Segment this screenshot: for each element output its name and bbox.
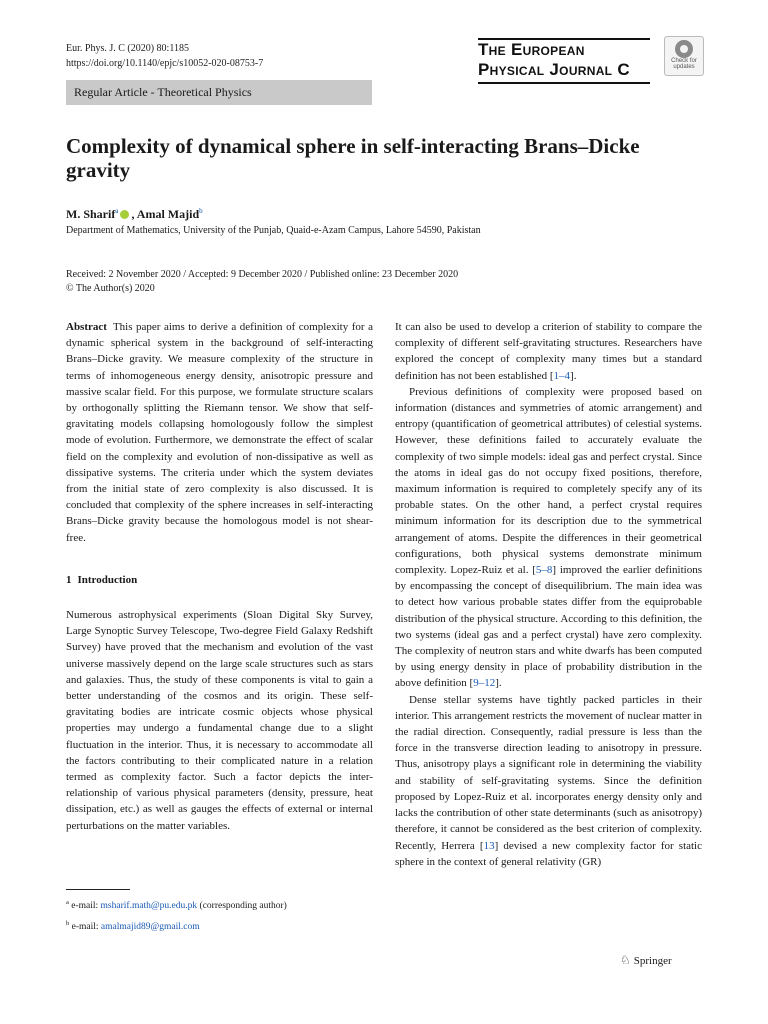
journal-name-line2: Physical Journal C [478, 60, 630, 79]
crossmark-badge[interactable] [664, 36, 704, 76]
paper-title: Complexity of dynamical sphere in self-interacting Brans–Dicke gravity [66, 134, 640, 182]
author-list [66, 203, 203, 222]
paragraph-text: ]. [495, 677, 502, 690]
journal-name-line1: The European [478, 40, 585, 59]
paragraph-text: ]. [570, 369, 577, 382]
footnote-b [66, 915, 287, 936]
citation-block [66, 41, 263, 71]
article-type-label: Regular Article - Theoretical Physics [74, 85, 252, 99]
left-column [66, 319, 373, 834]
footnote-label: e-mail: [71, 922, 101, 933]
paragraph-text: Previous definitions of complexity were proposed based on information (distances and symmetries of atomic arrangement) and entropy (quantification of geometrical attributes) of celestial systems. However, these definitions failed to accurately evaluate the complexity of two simple models: ideal gas and perfect crystal. Since the atoms in ideal gas do not occupy fixed positions, therefore, maximum information is required to completely specify any of its probable states. On the other hand, a perfect crystal requires minimum information for its description due to the symmetrical arrangement of atoms. Despite the differences in their geometrical configurations, both physical systems demonstrate minimum complexity. Lopez-Ruiz et al. [ [395, 385, 702, 577]
footnote-marker: b [66, 920, 70, 928]
journal-rule-bottom [478, 82, 650, 84]
email-link[interactable]: msharif.math@pu.edu.pk [100, 901, 198, 912]
footnote-note: (corresponding author) [197, 901, 287, 912]
author-name[interactable]: M. Sharif [66, 207, 116, 221]
author-name[interactable]: Amal Majid [136, 207, 200, 221]
crossmark-label-2: updates [673, 64, 695, 70]
abstract [66, 319, 373, 546]
footnote-divider [66, 889, 130, 890]
publisher-name: Springer [633, 955, 672, 967]
paragraph-text: ] devised a new complexity factor for static sphere in the context of general relativity (GR) [395, 839, 702, 868]
email-link[interactable]: amalmajid89@gmail.com [100, 922, 200, 933]
doi-link[interactable]: https://doi.org/10.1140/epjc/s10052-020-08753-7 [66, 58, 264, 69]
author-separator: , [131, 207, 137, 221]
citation-link[interactable]: 13 [483, 839, 495, 852]
crossmark-icon [675, 40, 693, 58]
abstract-text: This paper aims to derive a definition of complexity for a dynamic spherical system in the background of self-interacting Brans–Dicke gravity. We measure complexity of the structure in terms of inhomogeneous energy density, anisotropic pressure and massive scalar field. For this purpose, we formulate structure scalars by orthogonally splitting the Riemann tensor. We show that self-gravitating models collapsing homologously follow the simplest mode of evolution. Furthermore, we demonstrate the effect of scalar field on the complexity and evolution of non-dissipative as well as dissipative systems. The criteria under which the system deviates from the initial state of zero complexity is also discussed. It is concluded that complexity of the sphere increases in self-interacting Brans–Dicke gravity because the homologous model is not shear-free. [66, 321, 373, 544]
abstract-label: Abstract [66, 321, 107, 333]
affiliation-marker[interactable]: a [115, 207, 119, 215]
date-history: Received: 2 November 2020 / Accepted: 9 December 2020 / Published online: 23 December 2020 [66, 269, 459, 280]
springer-horse-icon: ♘ [620, 953, 631, 967]
footnote-marker: a [66, 899, 69, 906]
journal-logo [478, 38, 650, 84]
paragraph-text: Dense stellar systems have tightly packed particles in their interior. This arrangement restricts the movement of nuclear matter in the radial direction. Consequently, radial pressure is less than the force in the transverse direction leading to anisotropy in pressure. Thus, anisotropy plays a significant role in determining the viability and stability of self-gravitating systems. Since the definition proposed by Lopez-Ruiz et al. incorporates energy density only and lacks the contribution of other state determinants (such as anisotropy) therefore, it cannot be considered as the best criterion of complexity. Recently, Herrera [ [395, 693, 702, 852]
citation-link[interactable]: 5–8 [535, 564, 553, 577]
footnote-a [66, 894, 287, 915]
orcid-icon[interactable] [120, 210, 129, 219]
body-paragraph [395, 319, 702, 384]
footnote-label: e-mail: [71, 901, 101, 912]
section-heading [66, 572, 373, 588]
section-number: 1 [66, 573, 72, 586]
paragraph-text: ] improved the earlier definitions by encompassing the concept of disequilibrium. The main idea was to detect how various probable states differ from the equiprobable distribution of the physical structure. According to this definition, the two systems (ideal gas and a perfect crystal) have zero complexity. The complexity of neutron stars and white dwarfs has been computed by using energy density in place of probability distribution in the above definition [ [395, 564, 702, 690]
paragraph-text: It can also be used to develop a criterion of stability to compare the complexity of different self-gravitating structures. Researchers have explored the concept of complexity many times but a standard definition has not been established [ [395, 321, 702, 382]
publication-dates [66, 268, 458, 296]
copyright-notice: © The Author(s) 2020 [66, 283, 155, 294]
affiliation-marker[interactable]: b [199, 207, 203, 215]
footnotes [66, 894, 287, 936]
body-paragraph [395, 692, 702, 870]
journal-citation: Eur. Phys. J. C (2020) 80:1185 [66, 43, 189, 54]
affiliation: Department of Mathematics, University of the Punjab, Quaid-e-Azam Campus, Lahore 54590, Pakistan [66, 225, 481, 236]
article-type-banner [66, 80, 372, 105]
body-paragraph: Numerous astrophysical experiments (Sloan Digital Sky Survey, Large Synoptic Survey Telescope, Two-degree Field Galaxy Redshift Survey) have proved that the mechanism and evolution of the vast universe massively depend on the large scale structures such as stars and galaxies. Thus, the study of these components is vital to gain a better understanding of the cosmos and its origin. These self-gravitating bodies are intricate cosmic objects whose physical properties may undergo a fundamental change due to a slight fluctuation in the interior. Thus, it is necessary to accommodate all the factors contributing to their complicated nature in a relation termed as complexity factor. Such a factor depicts the inter-relationship of various physical parameters (density, pressure, heat dissipation, etc.) as well as gauges the effects of external or internal perturbations on the matter variables. [66, 609, 373, 832]
publisher-mark [620, 952, 672, 969]
section-title: Introduction [77, 573, 138, 586]
citation-link[interactable]: 1–4 [553, 369, 571, 382]
body-paragraph [395, 384, 702, 692]
citation-link[interactable]: 9–12 [473, 677, 496, 690]
crossmark-label-1: Check for [671, 58, 697, 64]
right-column [395, 319, 702, 870]
